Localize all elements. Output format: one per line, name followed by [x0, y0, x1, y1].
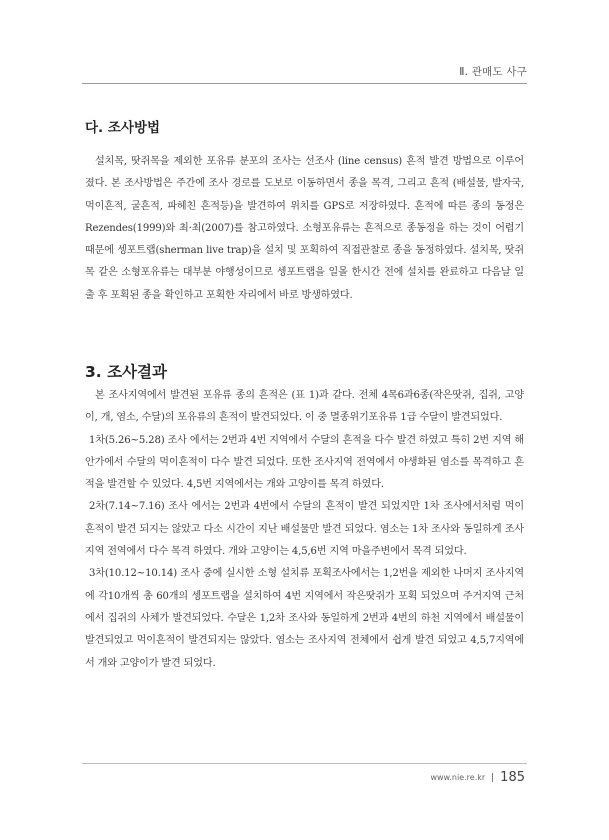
results-paragraph-second-survey: 2차(7.14~7.16) 조사 에서는 2번과 4번에서 수달의 흔적이 발견 되었지만 1차 조사에서처럼 먹이흔적이 발견 되지는 않았고 다소 시간이 지난 배설물만 발견 되었다. 염소는 1차 조사와 동일하게 조사지역 전역에서 다수 목격 하였다. 개와 고양이는 4,5,6번 지역 마을주변에서 목격 되었다. [85, 501, 524, 558]
survey-method-heading: 다. 조사방법 [85, 120, 161, 136]
page-footer [430, 770, 525, 785]
results-paragraph-first-survey: 1차(5.26~5.28) 조사 에서는 2번과 4번 지역에서 수달의 흔적을 다수 발견 하였고 특히 2번 지역 해안가에서 수달의 먹이흔적이 다수 발견 되었다. 또한 조사지역 전역에서 야생화된 염소를 목격하고 흔적을 발견할 수 있었다. 4,5번 지역에서는 개와 고양이를 목격 하였다. [85, 434, 524, 491]
survey-results-heading: 3. 조사결과 [85, 363, 167, 381]
survey-results-section [85, 360, 524, 675]
survey-method-section [85, 116, 524, 307]
footer-divider [82, 763, 527, 764]
results-paragraph-summary: 본 조사지역에서 발견된 포유류 종의 흔적은 (표 1)과 같다. 전체 4목6과6종(작은땃쥐, 집쥐, 고양이, 개, 염소, 수달)의 포유류의 흔적이 발견되었다. 이 중 멸종위기포유류 1급 수달이 발견되었다. [85, 390, 524, 424]
results-paragraph-third-survey: 3차(10.12~10.14) 조사 중에 실시한 소형 설치류 포획조사에서는 1,2번을 제외한 나머지 조사지역에 각10개씩 총 60개의 셍포트랩을 설치하여 4번 지역에서 작은땃쥐가 포획 되었으며 주거지역 근처에서 집쥐의 사체가 발견되었다. 수달은 1,2차 조사와 동일하게 2번과 4번의 하천 지역에서 배설물이 발견되었고 먹이흔적이 발견되지는 않았다. 염소는 조사지역 전체에서 쉽게 발견 되었고 4,5,7지역에서 개와 고양이가 발견 되었다. [85, 568, 524, 669]
footer-separator [492, 773, 493, 782]
page-number: 185 [500, 770, 525, 785]
header-divider [82, 83, 527, 84]
chapter-header: Ⅱ. 관매도 사구 [459, 66, 527, 78]
footer-website: www.nie.re.kr [430, 773, 486, 782]
survey-method-paragraph: 설치목, 땃쥐목을 제외한 포유류 분포의 조사는 선조사 (line census) 흔적 발견 방법으로 이루어 졌다. 본 조사방법은 주간에 조사 경로를 도보로 이동하면서 종을 목격, 그리고 흔적 (배설물, 발자국, 먹이흔적, 굴흔적, 파헤친 흔적등)을 발견하여 위치를 GPS로 저장하였다. 흔적에 따른 종의 동정은 Rezendes(1999)와 최·최(2007)를 참고하였다. 소형포유류는 흔적으로 종동정을 하는 것이 어렵기 때문에 셍포트랩(sherman live trap)을 설치 및 포획하여 직접관찰로 종을 동정하였다. 설치목, 땃쥐목 같은 소형포유류는 대부분 야행성이므로 셍포트랩을 일몰 한시간 전에 설치를 완료하고 다음날 일출 후 포획된 종을 확인하고 포획한 자리에서 바로 방생하였다. [85, 156, 524, 301]
